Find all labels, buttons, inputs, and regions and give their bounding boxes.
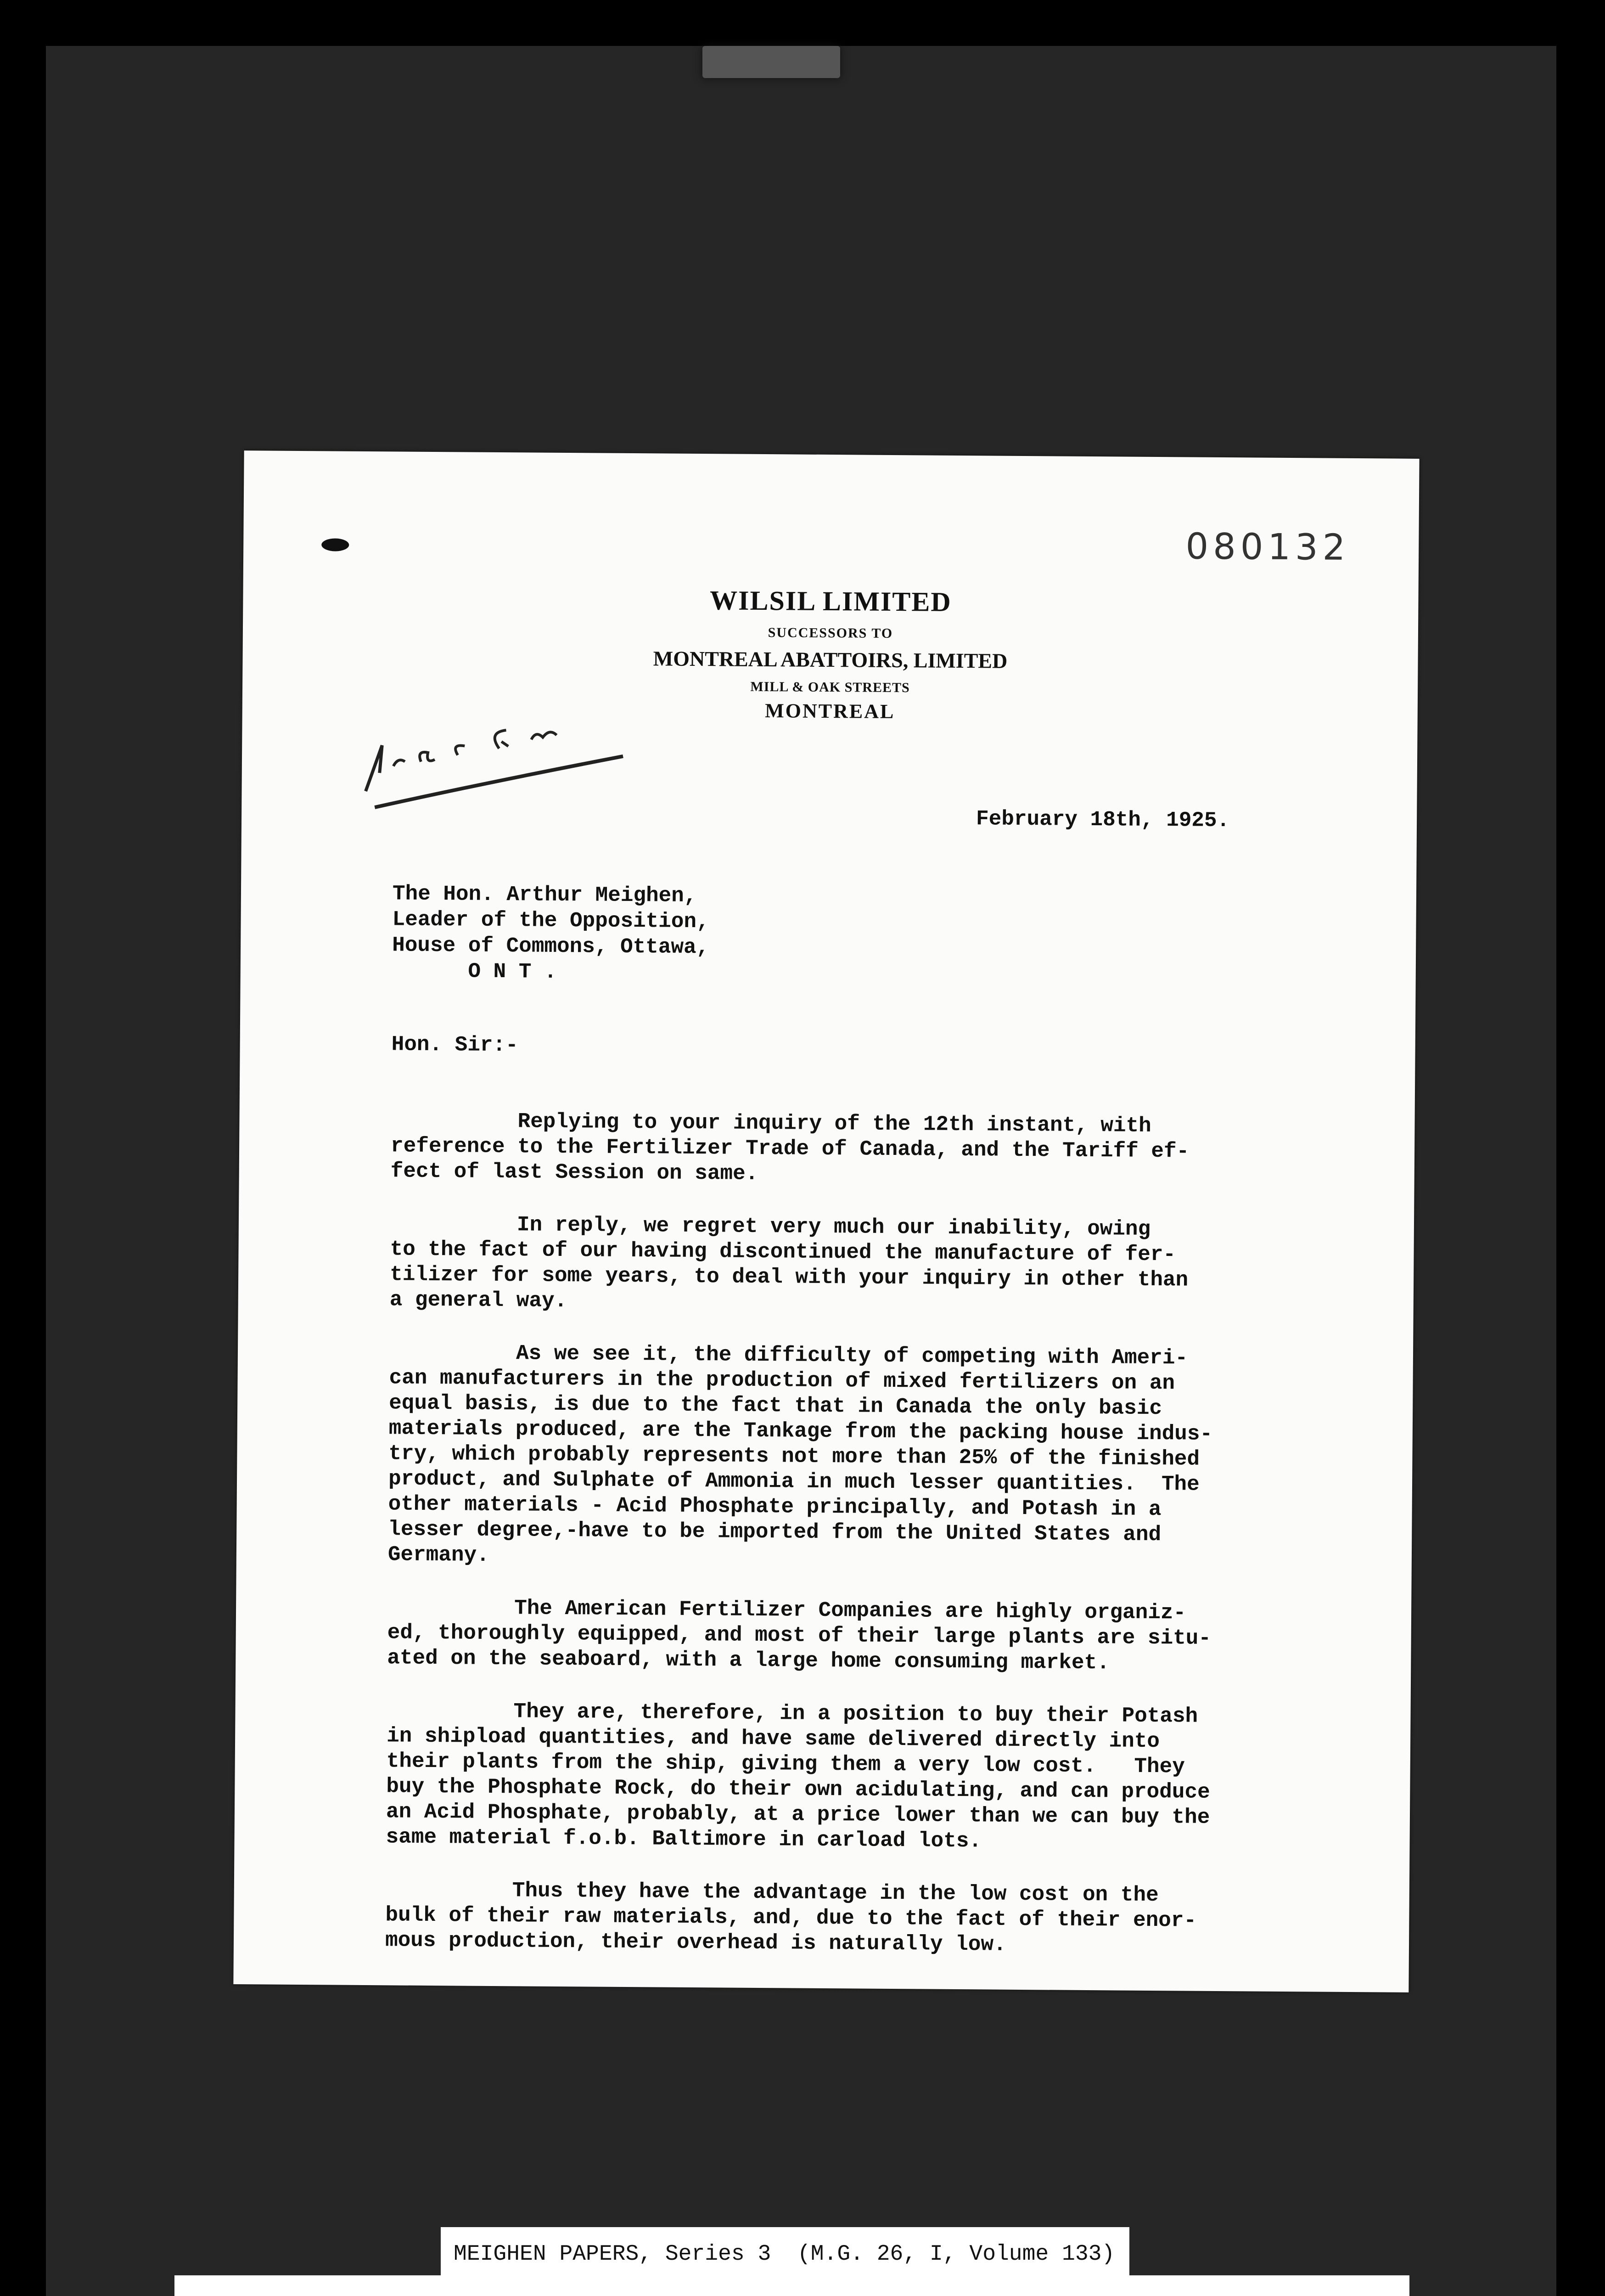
letterhead-name: WILSIL LIMITED bbox=[709, 585, 952, 617]
letterhead-address: MILL & OAK STREETS bbox=[750, 679, 910, 696]
paragraph: Thus they have the advantage in the low cost on the bulk of their raw materials, and, due to the fact of their enor- mous production, their overhead is naturally low. bbox=[385, 1878, 1197, 1957]
paragraph: In reply, we regret very much our inability, owing to the fact of our having discontinued the manufacture of fer- tilizer for some years, to deal with your inquiry in other than a general way. bbox=[389, 1212, 1189, 1313]
paper-clip bbox=[702, 46, 840, 78]
letter-date: February 18th, 1925. bbox=[976, 807, 1230, 833]
letterhead-city: MONTREAL bbox=[765, 699, 895, 723]
paragraph: Replying to your inquiry of the 12th instant, with reference to the Fertilizer Trade of Canada, and the Tariff ef- fect of last Session on same. bbox=[390, 1109, 1190, 1186]
collection-caption: MEIGHEN PAPERS, Series 3 (M.G. 26, I, Volume 133) bbox=[441, 2227, 1129, 2281]
archive-banner bbox=[174, 2275, 1409, 2296]
paragraph: The American Fertilizer Companies are highly organiz- ed, thoroughly equipped, and most of their large plants are situ- ated on the seaboard, with a large home consuming market. bbox=[387, 1595, 1212, 1675]
handwritten-annotation bbox=[347, 713, 637, 825]
letterhead-company: MONTREAL ABATTOIRS, LIMITED bbox=[653, 647, 1008, 673]
stamp-number: 080132 bbox=[1185, 526, 1350, 568]
addressee-block: The Hon. Arthur Meighen, Leader of the Opposition, House of Commons, Ottawa, O N T . bbox=[392, 882, 709, 984]
letter-page bbox=[233, 450, 1419, 1992]
letterhead-successors: SUCCESSORS TO bbox=[768, 625, 893, 641]
salutation: Hon. Sir:- bbox=[391, 1032, 518, 1058]
ink-mark bbox=[321, 538, 349, 551]
letter-body bbox=[385, 1108, 1355, 1987]
paragraph: They are, therefore, in a position to buy their Potash in shipload quantities, and have same delivered directly into their plants from the ship, giving them a very low cost. They buy the Phosphate Rock, do their own acidulating, and can produce an Acid Phosphate, probably, at a price lower than we can buy the same material f.o.b. Baltimore in carload lots. bbox=[386, 1699, 1210, 1853]
paragraph: As we see it, the difficulty of competing with Ameri- can manufacturers in the production of mixed fertilizers on an equal basis, is due to the fact that in Canada the only basic materials produced, are the Tankage from the packing house indus- try, which probably represents not more than 25% of the finished product, and Sulphate of Ammonia in much lesser quantities. The other materials - Acid Phosphate principally, and Potash in a lesser degree,-have to be imported from the United States and Germany. bbox=[387, 1340, 1213, 1567]
